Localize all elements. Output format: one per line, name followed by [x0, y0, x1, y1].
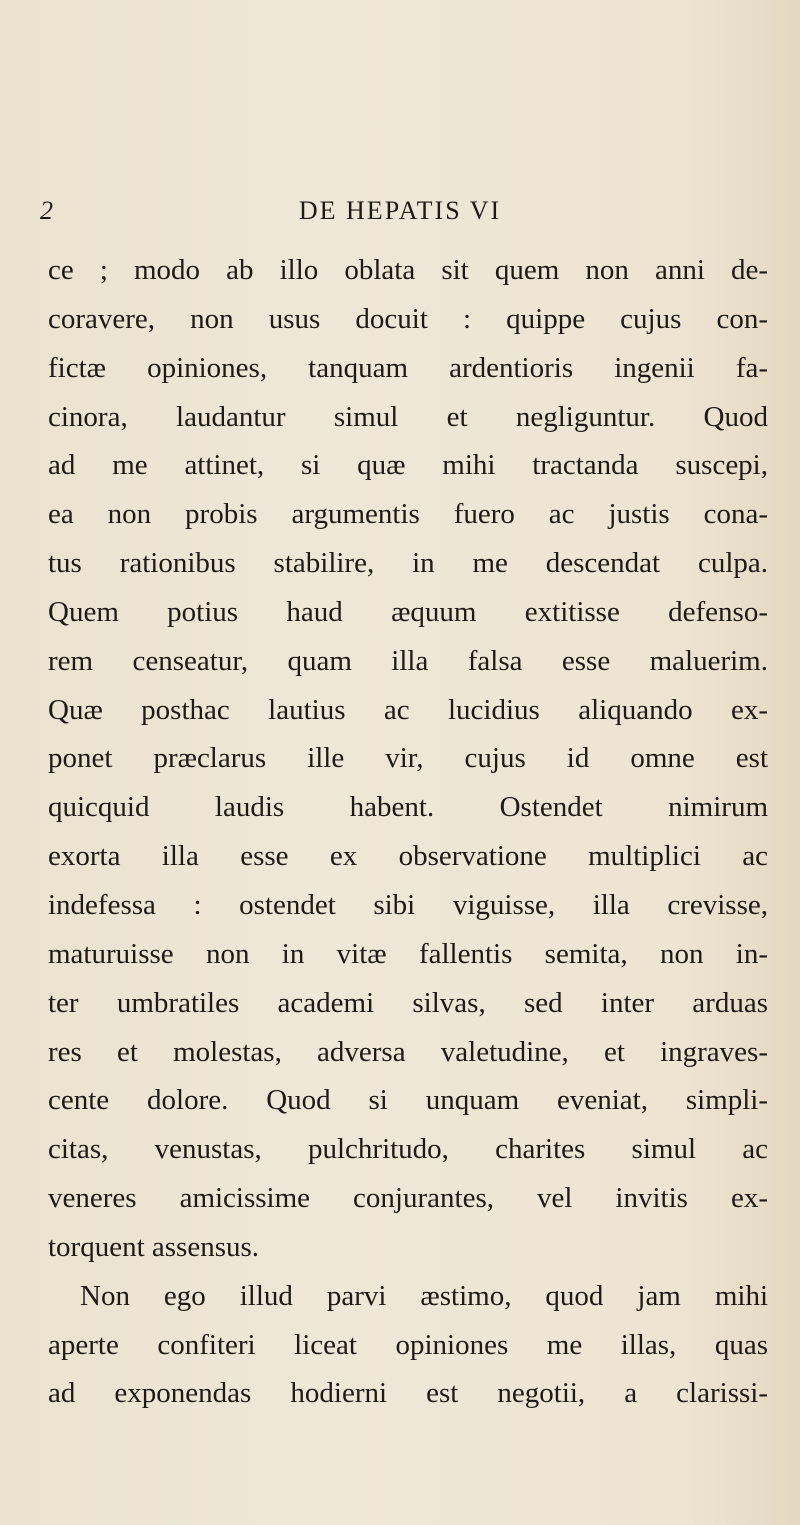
text-line: res et molestas, adversa valetudine, et ingraves-: [48, 1035, 768, 1068]
text-line: Quem potius haud æquum extitisse defenso-: [48, 595, 768, 628]
text-line: Non ego illud parvi æstimo, quod jam mihi: [80, 1279, 768, 1312]
text-line: ad exponendas hodierni est negotii, a clarissi-: [48, 1377, 768, 1410]
text-line: ce ; modo ab illo oblata sit quem non anni de-: [48, 254, 768, 286]
text-line: cente dolore. Quod si unquam eveniat, simpli-: [48, 1084, 768, 1117]
body-text: [48, 246, 768, 1418]
text-line: rem censeatur, quam illa falsa esse maluerim.: [48, 644, 768, 677]
text-line: quicquid laudis habent. Ostendet nimirum: [48, 791, 768, 824]
text-line: ponet præclarus ille vir, cujus id omne est: [48, 742, 768, 775]
text-line: tus rationibus stabilire, in me descendat culpa.: [48, 547, 768, 580]
text-line: torquent assensus.: [48, 1230, 260, 1263]
page-header: [40, 196, 760, 230]
text-line: exorta illa esse ex observatione multiplici ac: [48, 840, 768, 873]
text-line: citas, venustas, pulchritudo, charites simul ac: [48, 1133, 768, 1166]
text-line: veneres amicissime conjurantes, vel invitis ex-: [48, 1182, 768, 1215]
text-line: cinora, laudantur simul et negliguntur. Quod: [48, 400, 768, 433]
running-head: DE HEPATIS VI: [298, 196, 502, 225]
text-line: maturuisse non in vitæ fallentis semita, non in-: [48, 937, 768, 970]
text-line: ad me attinet, si quæ mihi tractanda suscepi,: [48, 449, 768, 482]
text-line: ea non probis argumentis fuero ac justis cona-: [48, 498, 768, 531]
page-number: 2: [40, 196, 54, 225]
text-line: fictæ opiniones, tanquam ardentioris ingenii fa-: [48, 351, 768, 384]
text-line: ter umbratiles academi silvas, sed inter arduas: [48, 986, 768, 1019]
text-line: coravere, non usus docuit : quippe cujus con-: [48, 302, 768, 335]
text-line: Quæ posthac lautius ac lucidius aliquando ex-: [48, 693, 768, 726]
text-line: indefessa : ostendet sibi viguisse, illa crevisse,: [48, 888, 768, 921]
text-line: aperte confiteri liceat opiniones me illas, quas: [48, 1328, 768, 1361]
